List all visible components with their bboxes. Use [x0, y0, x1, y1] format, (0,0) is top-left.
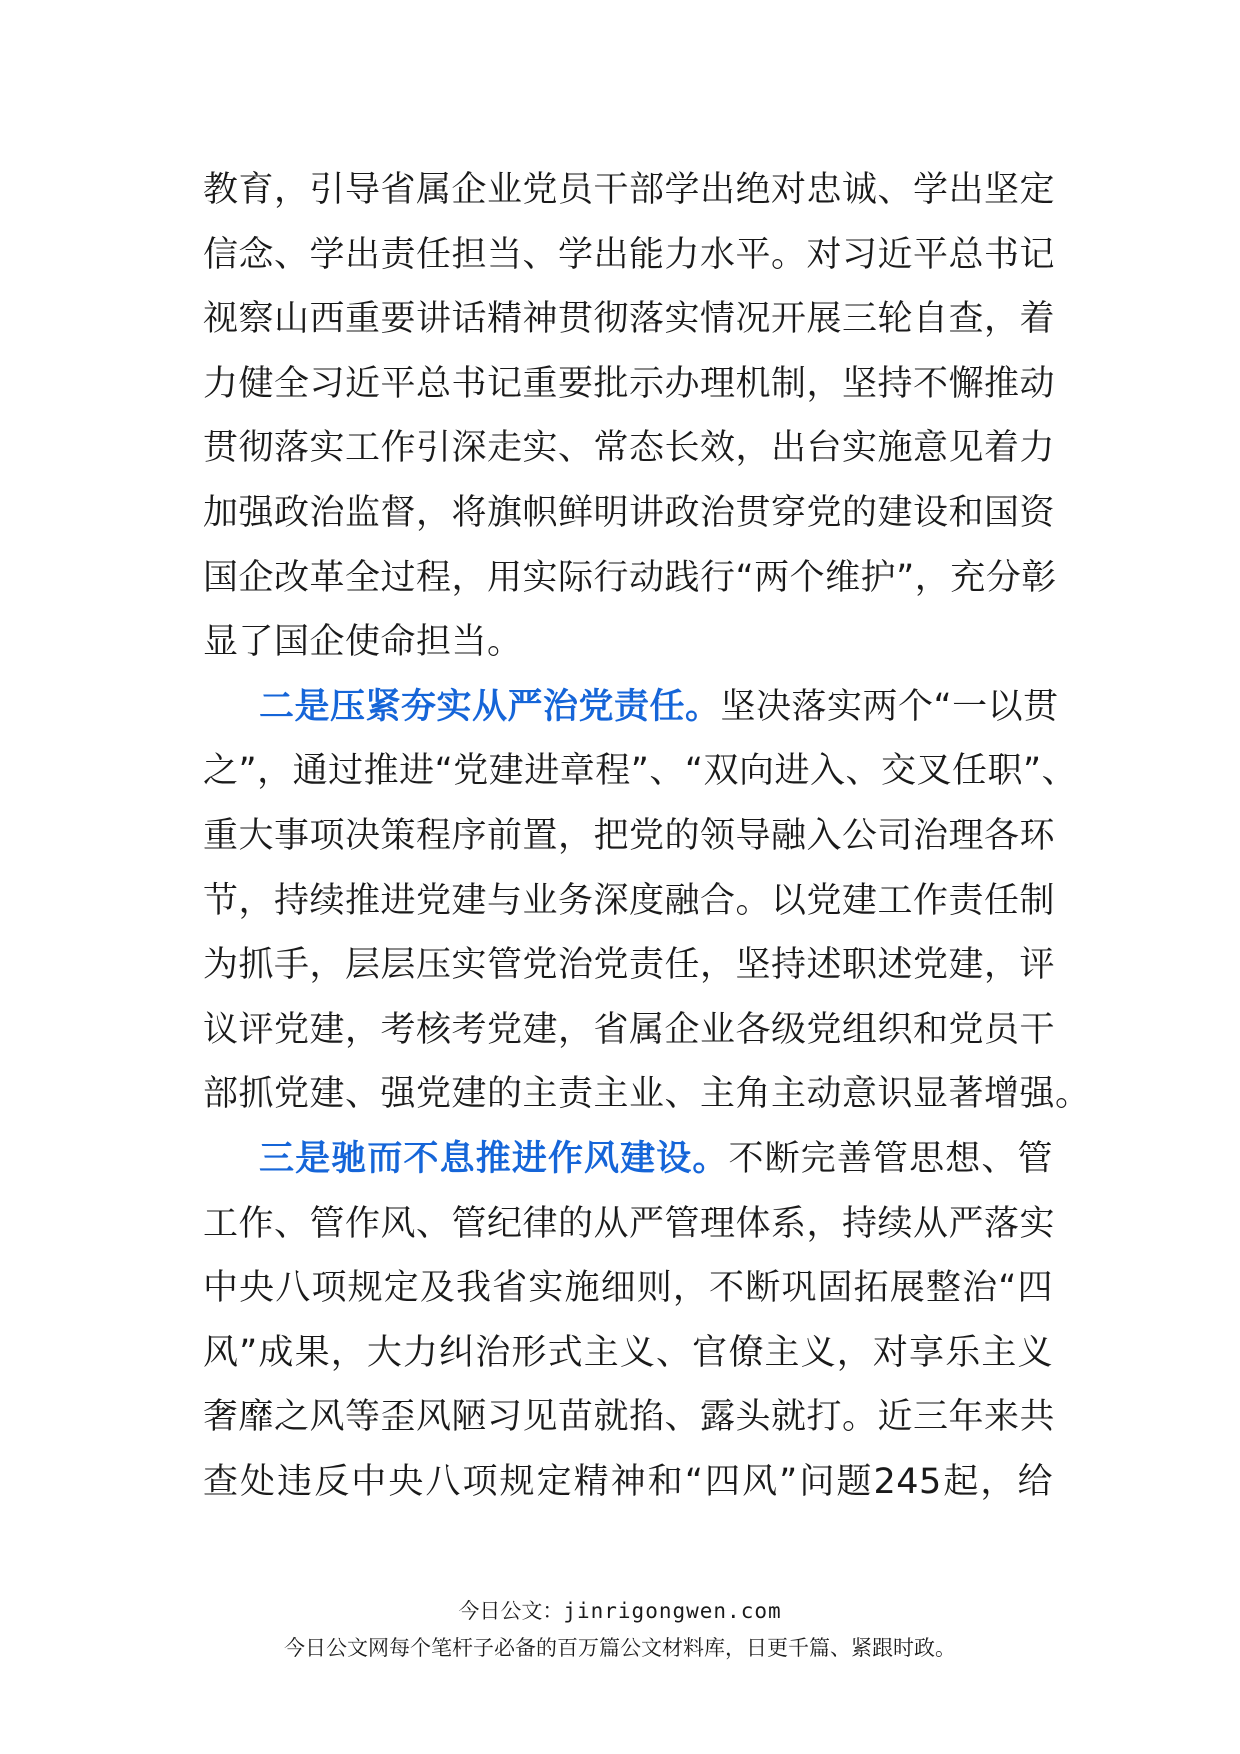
paragraph-line: 贯彻落实工作引深走实、常态长效，出台实施意见着力: [203, 428, 1056, 469]
section-2-intro-text: 坚决落实两个“一以贯: [720, 686, 1059, 727]
paragraph-line: 为抓手，层层压实管党治党责任，坚持述职述党建，评: [203, 945, 1056, 986]
paragraph-line: 加强政治监督，将旗帜鲜明讲政治贯穿党的建设和国资: [203, 492, 1056, 533]
paragraph-line: 中央八项规定及我省实施细则，不断巩固拓展整治“四: [203, 1268, 1053, 1309]
section-3-heading: 三是驰而不息推进作风建设。: [259, 1138, 729, 1179]
section-2-first-line: [203, 675, 1059, 740]
document-body: [203, 158, 1091, 1514]
paragraph-line: 力健全习近平总书记重要批示办理机制，坚持不懈推动: [203, 363, 1056, 404]
paragraph-line: 工作、管作风、管纪律的从严管理体系，持续从严落实: [203, 1203, 1056, 1244]
footer-site-label: 今日公文：: [458, 1599, 564, 1623]
paragraph-line: 视察山西重要讲话精神贯彻落实情况开展三轮自查，着: [203, 299, 1056, 340]
section-2-heading: 二是压紧夯实从严治党责任。: [259, 686, 721, 727]
paragraph-line: 议评党建，考核考党建，省属企业各级党组织和党员干: [203, 1009, 1056, 1050]
paragraph-line: 信念、学出责任担当、学出能力水平。对习近平总书记: [203, 234, 1056, 275]
paragraph-line: 之”，通过推进“党建进章程”、“双向进入、交叉任职”、: [203, 751, 1078, 792]
paragraph-line: 教育，引导省属企业党员干部学出绝对忠诚、学出坚定: [203, 170, 1056, 210]
paragraph-line: 显了国企使命担当。: [203, 622, 523, 663]
footer-site-url[interactable]: jinrigongwen.com: [563, 1599, 782, 1623]
section-3-intro-text: 不断完善管思想、管: [728, 1138, 1053, 1179]
paragraph-line: 风”成果，大力纠治形式主义、官僚主义，对享乐主义: [203, 1332, 1053, 1373]
paragraph-line: 国企改革全过程，用实际行动践行“两个维护”，充分彰: [203, 557, 1057, 598]
footer-site-line: [0, 1595, 1240, 1625]
paragraph-line: 查处违反中央八项规定精神和“四风”问题245起，给: [203, 1461, 1053, 1502]
section-3-first-line: [203, 1127, 1053, 1192]
paragraph-line: 部抓党建、强党建的主责主业、主角主动意识显著增强。: [203, 1074, 1091, 1115]
paragraph-line: 节，持续推进党建与业务深度融合。以党建工作责任制: [203, 880, 1056, 921]
paragraph-line: 奢靡之风等歪风陋习见苗就掐、露头就打。近三年来共: [203, 1397, 1056, 1438]
footer-tagline: 今日公文网每个笔杆子必备的百万篇公文材料库，日更千篇、紧跟时政。: [284, 1636, 956, 1660]
paragraph-line: 重大事项决策程序前置，把党的领导融入公司治理各环: [203, 815, 1056, 856]
